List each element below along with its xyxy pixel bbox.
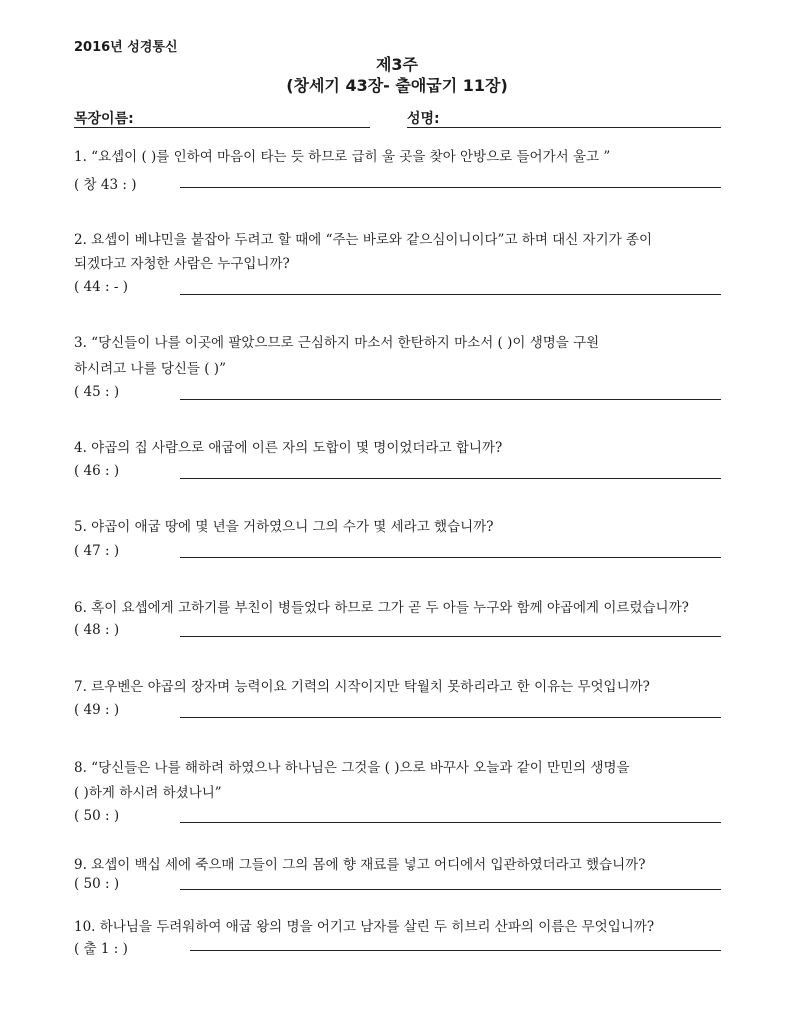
question-8-answer-line[interactable] [180, 822, 721, 823]
question-1-text: 1. “요셉이 ( )를 인하여 마음이 타는 듯 하므로 급히 울 곳을 찾아 안방으로 들어가서 울고 ” [74, 149, 611, 165]
question-5-text: 5. 야곱이 애굽 땅에 몇 년을 거하였으니 그의 수가 몇 세라고 했습니까? [74, 519, 494, 535]
question-1-answer-line[interactable] [180, 187, 721, 188]
question-8-reference: ( 50 : ) [74, 808, 120, 824]
parish-label: 목장이름: [74, 111, 134, 127]
question-9-text: 9. 요셉이 백십 세에 죽으매 그들이 그의 몸에 향 재료를 넣고 어디에서 입관하였더라고 했습니까? [74, 857, 646, 873]
question-5-answer-line[interactable] [180, 557, 721, 558]
question-5-reference: ( 47 : ) [74, 543, 120, 559]
header-date-org: 2016년 성경통신 [74, 40, 178, 55]
question-8-text-line-2: ( )하게 하시려 하셨나니” [74, 785, 222, 801]
question-3-answer-line[interactable] [180, 399, 721, 400]
question-7-reference: ( 49 : ) [74, 702, 120, 718]
question-3-text-line-1: 3. “당신들이 나를 이곳에 팔았으므로 근심하지 마소서 한탄하지 마소서 ( )이 생명을 구원 [74, 335, 600, 351]
question-4-reference: ( 46 : ) [74, 463, 120, 479]
question-6-text: 6. 혹이 요셉에게 고하기를 부친이 병들었다 하므로 그가 곧 두 아들 누구와 함께 야곱에게 이르렀습니까? [74, 600, 689, 616]
name-label: 성명: [407, 111, 440, 127]
question-2-text-line-1: 2. 요셉이 베냐민을 붙잡아 두려고 할 때에 “주는 바로와 같으심이니이다”고 하며 대신 자기가 종이 [74, 232, 653, 248]
question-2-reference: ( 44 : - ) [74, 279, 128, 295]
question-3-reference: ( 45 : ) [74, 384, 120, 400]
question-2-text-line-2: 되겠다고 자청한 사람은 누구입니까? [74, 256, 290, 272]
question-9-reference: ( 50 : ) [74, 876, 120, 892]
name-field[interactable] [407, 127, 721, 128]
page-title-week: 제3주 [375, 55, 419, 74]
question-7-answer-line[interactable] [180, 717, 721, 718]
question-6-reference: ( 48 : ) [74, 622, 120, 638]
question-2-answer-line[interactable] [180, 294, 721, 295]
question-4-answer-line[interactable] [180, 478, 721, 479]
question-7-text: 7. 르우벤은 야곱의 장자며 능력이요 기력의 시작이지만 탁월치 못하리라고 한 이유는 무엇입니까? [74, 679, 650, 695]
question-8-text-line-1: 8. “당신들은 나를 해하려 하였으나 하나님은 그것을 ( )으로 바꾸사 오늘과 같이 만민의 생명을 [74, 760, 630, 776]
question-6-answer-line[interactable] [180, 636, 721, 637]
parish-field[interactable] [74, 127, 370, 128]
question-4-text: 4. 야곱의 집 사람으로 애굽에 이른 자의 도합이 몇 명이었더라고 합니까? [74, 440, 503, 456]
page-subtitle-range: (창세기 43장- 출애굽기 11장) [286, 76, 508, 95]
question-10-answer-line[interactable] [190, 950, 721, 951]
question-10-text: 10. 하나님을 두려워하여 애굽 왕의 명을 어기고 남자를 살린 두 히브리 산파의 이름은 무엇입니까? [74, 919, 655, 935]
question-1-reference: ( 창 43 : ) [74, 177, 137, 193]
question-10-reference: ( 출 1 : ) [74, 941, 128, 957]
question-3-text-line-2: 하시려고 나를 당신들 ( )” [74, 361, 226, 377]
question-9-answer-line[interactable] [180, 889, 721, 890]
